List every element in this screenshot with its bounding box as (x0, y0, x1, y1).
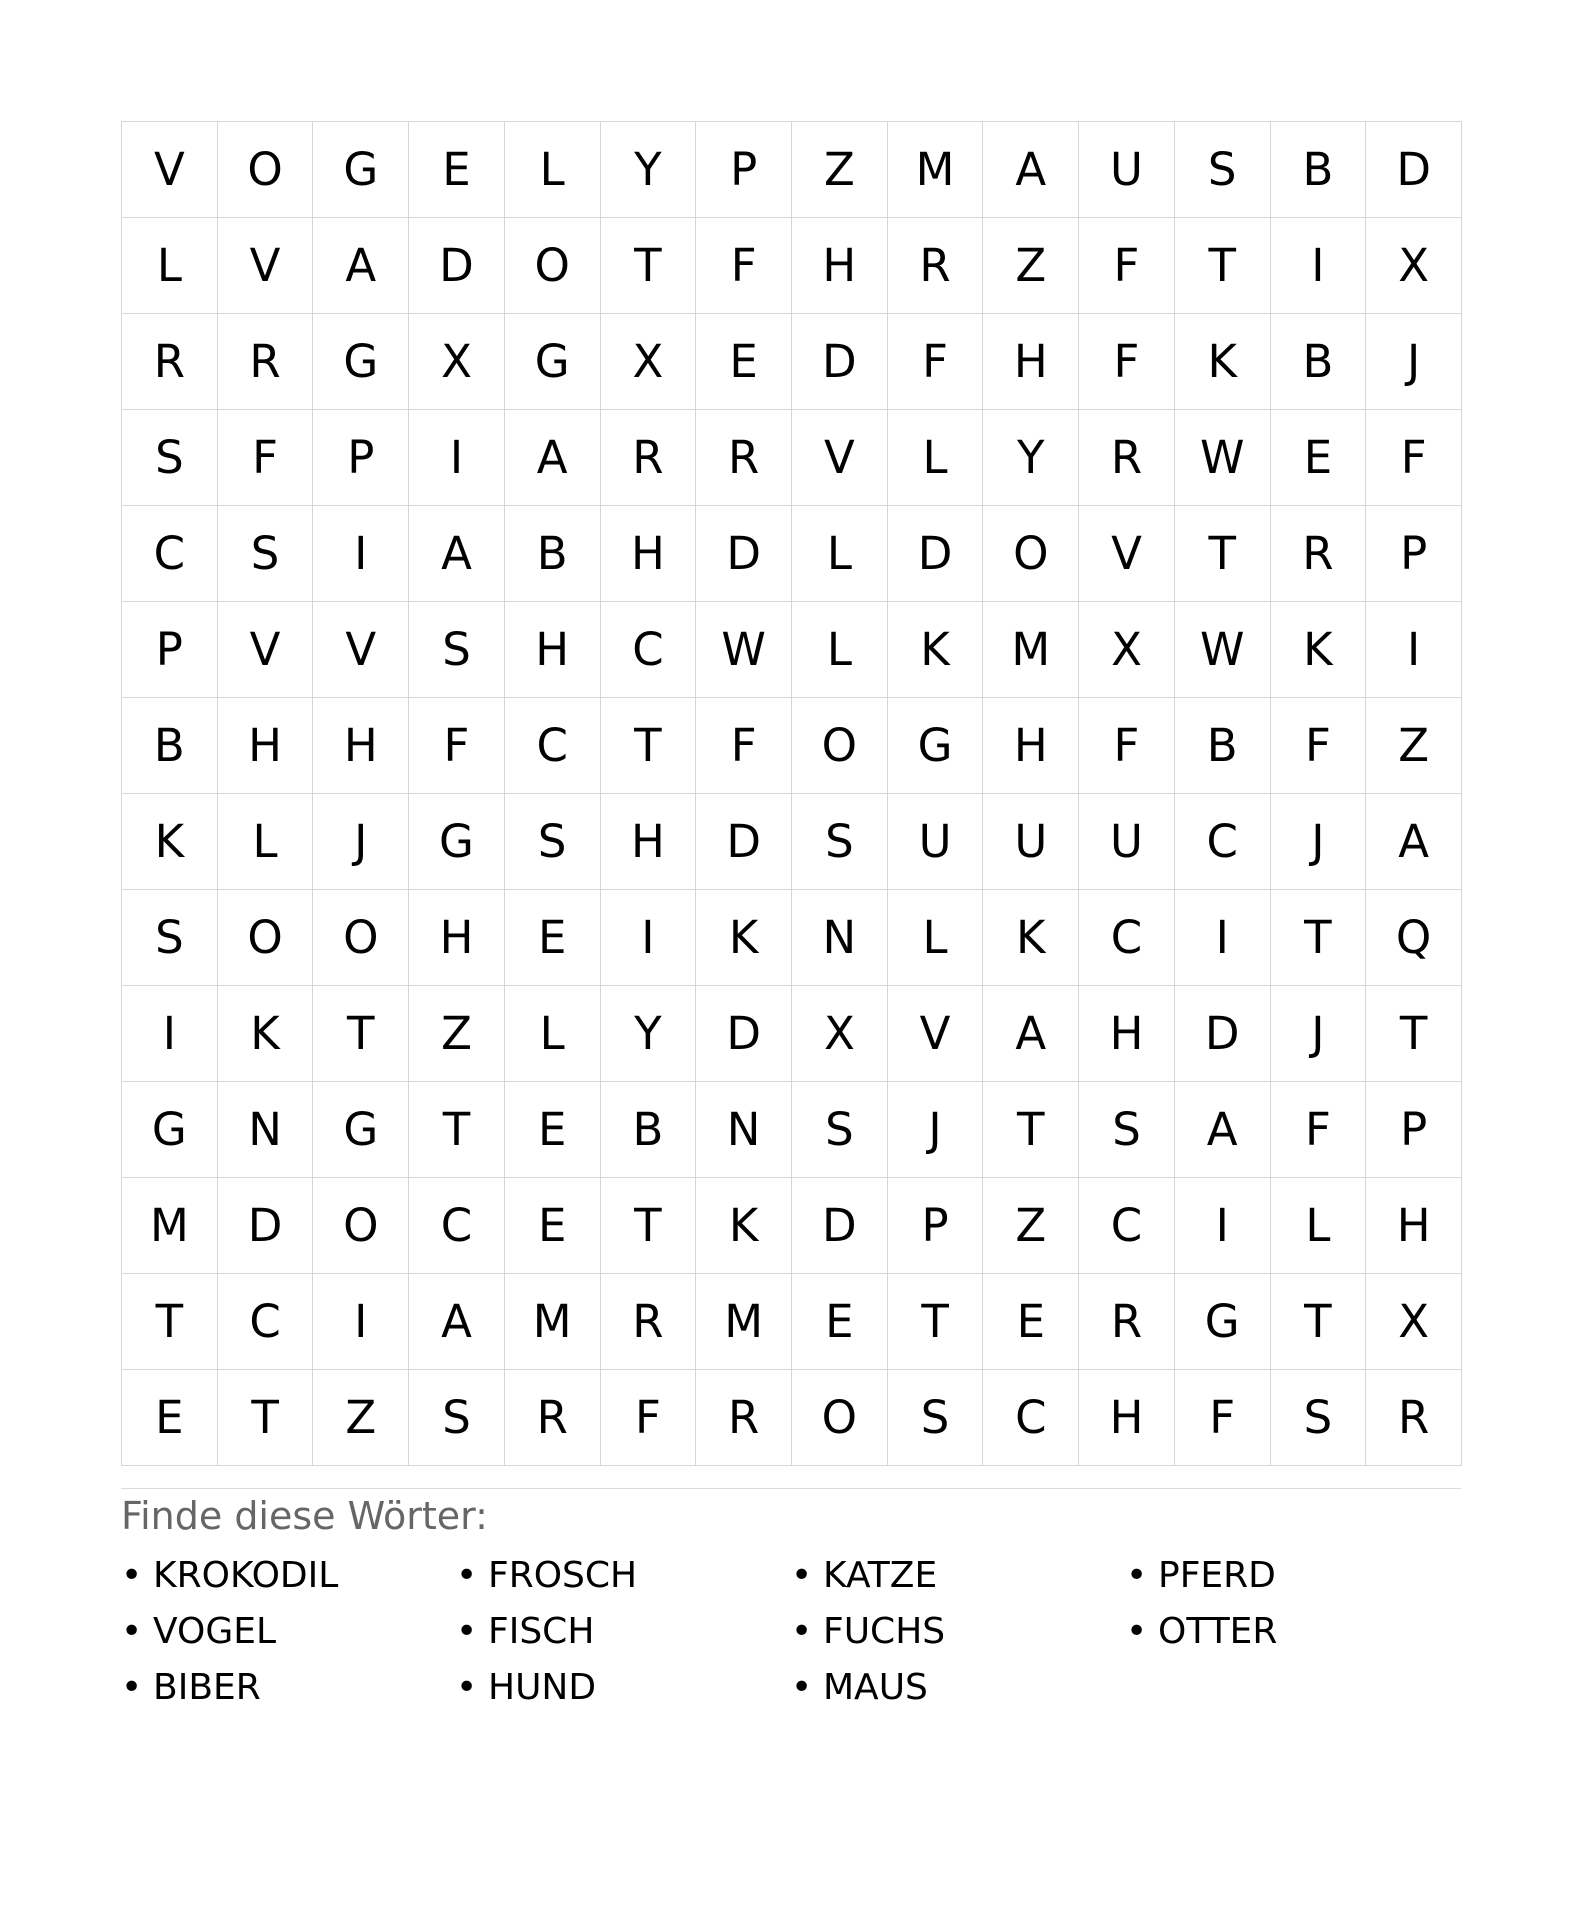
grid-cell[interactable]: T (1271, 1274, 1367, 1370)
grid-cell[interactable]: T (1271, 890, 1367, 986)
grid-cell[interactable]: F (1366, 410, 1462, 506)
grid-cell[interactable]: F (1175, 1370, 1271, 1466)
bullet-icon: • (791, 1611, 813, 1652)
bullet-icon: • (791, 1667, 813, 1708)
grid-cell[interactable]: H (983, 698, 1079, 794)
grid-cell[interactable]: F (888, 314, 984, 410)
grid-cell[interactable]: T (218, 1370, 314, 1466)
grid-cell[interactable]: L (888, 890, 984, 986)
grid-cell[interactable]: D (409, 218, 505, 314)
grid-cell[interactable]: J (313, 794, 409, 890)
word-search-grid (121, 121, 1462, 1466)
grid-cell[interactable]: K (122, 794, 218, 890)
grid-cell[interactable]: B (1271, 122, 1367, 218)
grid-cell[interactable]: E (983, 1274, 1079, 1370)
grid-cell[interactable]: R (888, 218, 984, 314)
grid-cell[interactable]: D (696, 794, 792, 890)
grid-cell[interactable]: X (601, 314, 697, 410)
grid-cell[interactable]: S (409, 602, 505, 698)
bullet-icon: • (791, 1555, 813, 1596)
grid-cell[interactable]: B (1271, 314, 1367, 410)
grid-cell[interactable]: U (983, 794, 1079, 890)
grid-cell[interactable]: I (1175, 1178, 1271, 1274)
grid-cell[interactable]: H (601, 506, 697, 602)
grid-cell[interactable]: R (696, 1370, 792, 1466)
word-label: FUCHS (823, 1611, 946, 1652)
grid-cell[interactable]: K (888, 602, 984, 698)
grid-cell[interactable]: C (1079, 1178, 1175, 1274)
grid-cell[interactable]: L (122, 218, 218, 314)
grid-cell[interactable]: T (601, 698, 697, 794)
grid-cell[interactable]: D (696, 506, 792, 602)
word-label: KATZE (823, 1555, 938, 1596)
grid-cell[interactable]: L (792, 506, 888, 602)
grid-cell[interactable]: U (1079, 122, 1175, 218)
grid-cell[interactable]: Z (983, 1178, 1079, 1274)
grid-cell[interactable]: T (122, 1274, 218, 1370)
bullet-icon: • (121, 1555, 143, 1596)
grid-cell[interactable]: F (1079, 218, 1175, 314)
grid-cell[interactable]: D (1366, 122, 1462, 218)
grid-cell[interactable]: T (409, 1082, 505, 1178)
grid-cell[interactable]: P (888, 1178, 984, 1274)
grid-cell[interactable]: H (983, 314, 1079, 410)
grid-cell[interactable]: P (1366, 506, 1462, 602)
grid-cell[interactable]: Z (983, 218, 1079, 314)
grid-cell[interactable]: D (888, 506, 984, 602)
grid-cell[interactable]: P (122, 602, 218, 698)
instruction-text: Finde diese Wörter: (121, 1494, 488, 1538)
grid-cell[interactable]: V (122, 122, 218, 218)
grid-cell[interactable]: H (505, 602, 601, 698)
grid-cell[interactable]: P (696, 122, 792, 218)
grid-cell[interactable]: K (696, 1178, 792, 1274)
grid-cell[interactable]: V (1079, 506, 1175, 602)
grid-cell[interactable]: H (409, 890, 505, 986)
grid-cell[interactable]: T (1175, 506, 1271, 602)
grid-cell[interactable]: I (1175, 890, 1271, 986)
grid-cell[interactable]: S (409, 1370, 505, 1466)
grid-cell[interactable]: Z (1366, 698, 1462, 794)
grid-cell[interactable]: R (1079, 1274, 1175, 1370)
grid-cell[interactable]: C (409, 1178, 505, 1274)
grid-cell[interactable]: O (313, 1178, 409, 1274)
grid-cell[interactable]: V (313, 602, 409, 698)
grid-cell[interactable]: N (218, 1082, 314, 1178)
grid-cell[interactable]: C (218, 1274, 314, 1370)
grid-cell[interactable]: D (218, 1178, 314, 1274)
grid-cell[interactable]: S (122, 890, 218, 986)
grid-cell[interactable]: P (1366, 1082, 1462, 1178)
grid-cell[interactable]: T (601, 218, 697, 314)
grid-cell[interactable]: D (696, 986, 792, 1082)
grid-cell[interactable]: C (505, 698, 601, 794)
grid-cell[interactable]: L (1271, 1178, 1367, 1274)
grid-cell[interactable]: K (1271, 602, 1367, 698)
bullet-icon: • (1126, 1555, 1148, 1596)
grid-cell[interactable]: F (1271, 698, 1367, 794)
grid-cell[interactable]: X (1366, 218, 1462, 314)
divider (121, 1488, 1461, 1489)
grid-cell[interactable]: J (1271, 794, 1367, 890)
grid-cell[interactable]: Y (601, 122, 697, 218)
word-list-item (456, 1548, 791, 1604)
grid-cell[interactable]: F (409, 698, 505, 794)
word-list-item (791, 1604, 1126, 1660)
grid-cell[interactable]: R (1079, 410, 1175, 506)
grid-cell[interactable]: A (505, 410, 601, 506)
grid-cell[interactable]: T (888, 1274, 984, 1370)
grid-cell[interactable]: T (313, 986, 409, 1082)
grid-cell[interactable]: R (122, 314, 218, 410)
grid-cell[interactable]: E (505, 1178, 601, 1274)
grid-cell[interactable]: F (601, 1370, 697, 1466)
grid-cell[interactable]: S (792, 794, 888, 890)
grid-cell[interactable]: Y (601, 986, 697, 1082)
grid-cell[interactable]: G (313, 1082, 409, 1178)
grid-cell[interactable]: K (1175, 314, 1271, 410)
grid-cell[interactable]: B (122, 698, 218, 794)
grid-cell[interactable]: F (218, 410, 314, 506)
grid-cell[interactable]: E (122, 1370, 218, 1466)
grid-cell[interactable]: G (313, 122, 409, 218)
grid-cell[interactable]: I (313, 1274, 409, 1370)
grid-cell[interactable]: C (1079, 890, 1175, 986)
word-list-item (1126, 1548, 1461, 1604)
grid-cell[interactable]: P (313, 410, 409, 506)
grid-cell[interactable]: L (218, 794, 314, 890)
grid-cell[interactable]: Z (792, 122, 888, 218)
word-list-item (121, 1660, 456, 1716)
grid-cell[interactable]: R (601, 1274, 697, 1370)
grid-cell[interactable]: U (1079, 794, 1175, 890)
grid-cell[interactable]: I (1271, 218, 1367, 314)
grid-cell[interactable]: I (409, 410, 505, 506)
word-list-item (1126, 1604, 1461, 1660)
grid-cell[interactable]: O (313, 890, 409, 986)
word-list-item (456, 1604, 791, 1660)
grid-cell[interactable]: O (983, 506, 1079, 602)
grid-cell[interactable]: X (1366, 1274, 1462, 1370)
bullet-icon: • (121, 1611, 143, 1652)
grid-cell[interactable]: X (1079, 602, 1175, 698)
grid-cell[interactable]: A (1175, 1082, 1271, 1178)
grid-cell[interactable]: D (792, 314, 888, 410)
grid-cell[interactable]: V (218, 602, 314, 698)
grid-cell[interactable]: V (888, 986, 984, 1082)
grid-cell[interactable]: V (218, 218, 314, 314)
grid-cell[interactable]: R (696, 410, 792, 506)
grid-cell[interactable]: G (505, 314, 601, 410)
grid-cell[interactable]: C (1175, 794, 1271, 890)
grid-cell[interactable]: H (1079, 986, 1175, 1082)
grid-cell[interactable]: L (792, 602, 888, 698)
grid-cell[interactable]: O (218, 122, 314, 218)
grid-cell[interactable]: E (505, 890, 601, 986)
grid-cell[interactable]: N (696, 1082, 792, 1178)
grid-cell[interactable]: E (1271, 410, 1367, 506)
grid-cell[interactable]: G (1175, 1274, 1271, 1370)
grid-cell[interactable]: H (601, 794, 697, 890)
grid-cell[interactable]: F (1079, 314, 1175, 410)
word-label: HUND (488, 1667, 597, 1708)
grid-cell[interactable]: G (313, 314, 409, 410)
grid-cell[interactable]: A (313, 218, 409, 314)
grid-cell[interactable]: S (1271, 1370, 1367, 1466)
grid-cell[interactable]: I (313, 506, 409, 602)
grid-cell[interactable]: F (696, 218, 792, 314)
grid-cell[interactable]: Y (983, 410, 1079, 506)
word-label: KROKODIL (153, 1555, 339, 1596)
grid-cell[interactable]: R (601, 410, 697, 506)
grid-cell[interactable]: G (122, 1082, 218, 1178)
grid-cell[interactable]: F (1271, 1082, 1367, 1178)
bullet-icon: • (456, 1667, 478, 1708)
word-list-item (456, 1660, 791, 1716)
grid-cell[interactable]: L (888, 410, 984, 506)
word-label: VOGEL (153, 1611, 277, 1652)
grid-cell[interactable]: K (696, 890, 792, 986)
bullet-icon: • (456, 1611, 478, 1652)
grid-cell[interactable]: L (505, 122, 601, 218)
grid-cell[interactable]: N (792, 890, 888, 986)
grid-cell[interactable]: H (218, 698, 314, 794)
bullet-icon: • (121, 1667, 143, 1708)
grid-cell[interactable]: A (409, 1274, 505, 1370)
grid-cell[interactable]: A (409, 506, 505, 602)
word-label: MAUS (823, 1667, 928, 1708)
grid-cell[interactable]: L (505, 986, 601, 1082)
grid-cell[interactable]: M (122, 1178, 218, 1274)
grid-cell[interactable]: U (888, 794, 984, 890)
grid-cell[interactable]: D (1175, 986, 1271, 1082)
grid-cell[interactable]: D (792, 1178, 888, 1274)
grid-cell[interactable]: A (1366, 794, 1462, 890)
grid-cell[interactable]: E (696, 314, 792, 410)
grid-cell[interactable]: S (505, 794, 601, 890)
grid-cell[interactable]: R (1271, 506, 1367, 602)
word-list-item (121, 1548, 456, 1604)
grid-cell[interactable]: E (409, 122, 505, 218)
word-list-item (121, 1604, 456, 1660)
word-list-item (791, 1660, 1126, 1716)
word-label: BIBER (153, 1667, 261, 1708)
word-label: PFERD (1158, 1555, 1276, 1596)
grid-cell[interactable]: B (505, 506, 601, 602)
grid-cell[interactable]: I (122, 986, 218, 1082)
grid-cell[interactable]: W (696, 602, 792, 698)
grid-cell[interactable]: K (218, 986, 314, 1082)
grid-cell[interactable]: A (983, 122, 1079, 218)
grid-cell[interactable]: E (505, 1082, 601, 1178)
grid-cell[interactable]: M (505, 1274, 601, 1370)
grid-cell[interactable]: O (505, 218, 601, 314)
grid-cell[interactable]: A (983, 986, 1079, 1082)
grid-cell[interactable]: H (313, 698, 409, 794)
grid-cell[interactable]: S (888, 1370, 984, 1466)
grid-cell[interactable]: M (888, 122, 984, 218)
grid-cell[interactable]: C (122, 506, 218, 602)
grid-cell[interactable]: W (1175, 410, 1271, 506)
grid-cell[interactable]: T (1175, 218, 1271, 314)
grid-cell[interactable]: I (1366, 602, 1462, 698)
grid-cell[interactable]: H (1366, 1178, 1462, 1274)
grid-cell[interactable]: H (1079, 1370, 1175, 1466)
grid-cell[interactable]: I (601, 890, 697, 986)
grid-cell[interactable]: X (409, 314, 505, 410)
grid-cell[interactable]: S (792, 1082, 888, 1178)
grid-cell[interactable]: O (792, 1370, 888, 1466)
grid-cell[interactable]: G (888, 698, 984, 794)
grid-cell[interactable]: Q (1366, 890, 1462, 986)
grid-cell[interactable]: R (218, 314, 314, 410)
grid-cell[interactable]: Z (313, 1370, 409, 1466)
grid-cell[interactable]: J (1366, 314, 1462, 410)
grid-cell[interactable]: J (1271, 986, 1367, 1082)
word-label: OTTER (1158, 1611, 1278, 1652)
grid-cell[interactable]: H (792, 218, 888, 314)
word-list-item (791, 1548, 1126, 1604)
grid-cell[interactable]: R (505, 1370, 601, 1466)
grid-cell[interactable]: C (983, 1370, 1079, 1466)
grid-cell[interactable]: T (983, 1082, 1079, 1178)
grid-cell[interactable]: S (1175, 122, 1271, 218)
bullet-icon: • (456, 1555, 478, 1596)
word-list (121, 1548, 1461, 1716)
grid-cell[interactable]: M (983, 602, 1079, 698)
grid-cell[interactable]: S (218, 506, 314, 602)
grid-cell[interactable]: Z (409, 986, 505, 1082)
grid-cell[interactable]: R (1366, 1370, 1462, 1466)
grid-cell[interactable]: W (1175, 602, 1271, 698)
bullet-icon: • (1126, 1611, 1148, 1652)
grid-cell[interactable]: F (1079, 698, 1175, 794)
grid-cell[interactable]: C (601, 602, 697, 698)
grid-cell[interactable]: M (696, 1274, 792, 1370)
grid-cell[interactable]: B (1175, 698, 1271, 794)
grid-cell[interactable]: O (792, 698, 888, 794)
grid-cell[interactable]: J (888, 1082, 984, 1178)
grid-cell[interactable]: E (792, 1274, 888, 1370)
word-label: FROSCH (488, 1555, 638, 1596)
grid-cell[interactable]: T (1366, 986, 1462, 1082)
grid-cell[interactable]: O (218, 890, 314, 986)
grid-cell[interactable]: S (1079, 1082, 1175, 1178)
grid-cell[interactable]: B (601, 1082, 697, 1178)
grid-cell[interactable]: T (601, 1178, 697, 1274)
grid-cell[interactable]: X (792, 986, 888, 1082)
grid-cell[interactable]: G (409, 794, 505, 890)
grid-cell[interactable]: V (792, 410, 888, 506)
grid-cell[interactable]: S (122, 410, 218, 506)
grid-cell[interactable]: K (983, 890, 1079, 986)
word-label: FISCH (488, 1611, 595, 1652)
grid-cell[interactable]: F (696, 698, 792, 794)
